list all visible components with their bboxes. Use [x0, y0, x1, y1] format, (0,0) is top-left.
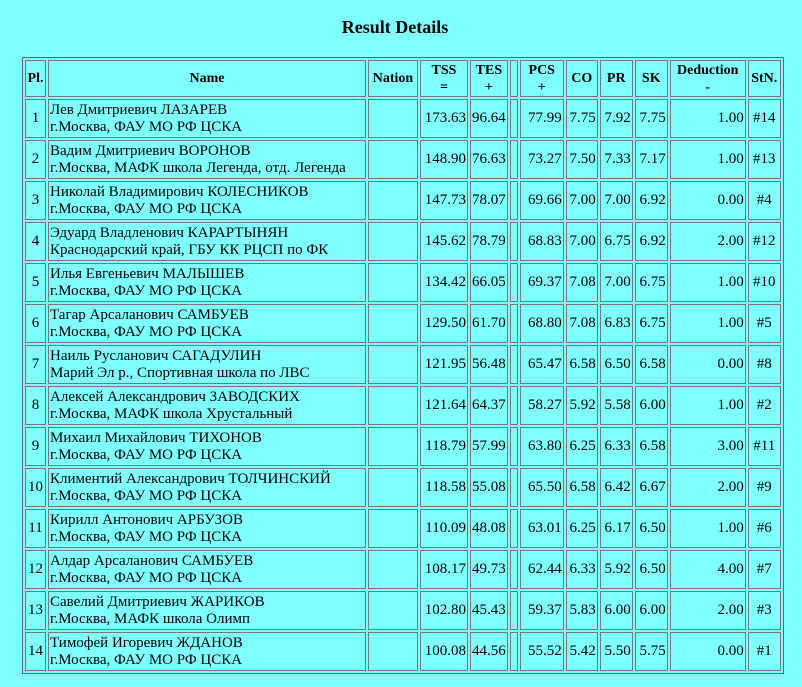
pr-cell: 5.92 — [600, 550, 633, 589]
header-pcs-sub: + — [537, 79, 546, 95]
co-cell: 6.25 — [566, 509, 598, 548]
sk-cell: 7.17 — [635, 140, 668, 179]
name-cell — [48, 386, 366, 425]
place-cell: 10 — [25, 468, 46, 507]
name-cell — [48, 99, 366, 138]
place-cell: 11 — [25, 509, 46, 548]
pr-cell: 7.00 — [600, 181, 633, 220]
header-tss — [420, 60, 468, 97]
tes-cell: 48.08 — [470, 509, 508, 548]
tes-cell: 78.07 — [470, 181, 508, 220]
header-gap — [510, 60, 518, 97]
pcs-cell: 65.47 — [520, 345, 564, 384]
table-row — [25, 632, 781, 671]
start-number-cell: #11 — [748, 427, 781, 466]
nation-cell — [368, 468, 418, 507]
tes-cell: 44.56 — [470, 632, 508, 671]
nation-cell — [368, 509, 418, 548]
table-row — [25, 222, 781, 261]
header-stn: StN. — [748, 60, 781, 97]
sk-cell: 6.50 — [635, 550, 668, 589]
pr-cell: 6.75 — [600, 222, 633, 261]
tss-cell: 145.62 — [420, 222, 468, 261]
sk-cell: 6.00 — [635, 591, 668, 630]
name-cell — [48, 140, 366, 179]
tes-cell: 78.79 — [470, 222, 508, 261]
skater-club: г.Москва, МАФК школа Легенда, отд. Легенда — [50, 159, 346, 176]
pcs-cell: 59.37 — [520, 591, 564, 630]
skater-name: Алексей Александрович ЗАВОДСКИХ — [50, 388, 300, 405]
pcs-cell: 69.37 — [520, 263, 564, 302]
tes-cell: 55.08 — [470, 468, 508, 507]
nation-cell — [368, 181, 418, 220]
header-pcs-label: PCS — [528, 62, 555, 78]
deduction-cell: 1.00 — [670, 99, 746, 138]
name-cell — [48, 468, 366, 507]
sk-cell: 6.58 — [635, 345, 668, 384]
header-deduction-label: Deduction — [677, 62, 739, 78]
skater-club: г.Москва, МАФК школа Олимп — [50, 610, 251, 627]
sk-cell: 5.75 — [635, 632, 668, 671]
skater-club: Марий Эл р., Спортивная школа по ЛВС — [50, 364, 310, 381]
skater-club: г.Москва, ФАУ МО РФ ЦСКА — [50, 200, 243, 217]
co-cell: 7.08 — [566, 304, 598, 343]
deduction-cell: 1.00 — [670, 140, 746, 179]
tss-cell: 102.80 — [420, 591, 468, 630]
start-number-cell: #4 — [748, 181, 781, 220]
start-number-cell: #10 — [748, 263, 781, 302]
header-tes — [470, 60, 508, 97]
nation-cell — [368, 550, 418, 589]
co-cell: 5.42 — [566, 632, 598, 671]
gap-cell — [510, 345, 518, 384]
pcs-cell: 62.44 — [520, 550, 564, 589]
co-cell: 6.33 — [566, 550, 598, 589]
pcs-cell: 63.80 — [520, 427, 564, 466]
tes-cell: 61.70 — [470, 304, 508, 343]
co-cell: 6.25 — [566, 427, 598, 466]
place-cell: 4 — [25, 222, 46, 261]
name-cell — [48, 345, 366, 384]
sk-cell: 6.92 — [635, 222, 668, 261]
tes-cell: 56.48 — [470, 345, 508, 384]
start-number-cell: #5 — [748, 304, 781, 343]
sk-cell: 6.75 — [635, 304, 668, 343]
gap-cell — [510, 181, 518, 220]
skater-name: Кирилл Антонович АРБУЗОВ — [50, 511, 243, 528]
gap-cell — [510, 550, 518, 589]
skater-name: Климентий Александрович ТОЛЧИНСКИЙ — [50, 470, 331, 487]
tss-cell: 148.90 — [420, 140, 468, 179]
pcs-cell: 58.27 — [520, 386, 564, 425]
name-cell — [48, 509, 366, 548]
tss-cell: 121.95 — [420, 345, 468, 384]
co-cell: 5.83 — [566, 591, 598, 630]
header-sk: SK — [635, 60, 668, 97]
skater-name: Тимофей Игоревич ЖДАНОВ — [50, 634, 243, 651]
skater-name: Михаил Михайлович ТИХОНОВ — [50, 429, 262, 446]
header-nation: Nation — [368, 60, 418, 97]
skater-club: г.Москва, ФАУ МО РФ ЦСКА — [50, 118, 243, 135]
start-number-cell: #13 — [748, 140, 781, 179]
pr-cell: 5.58 — [600, 386, 633, 425]
place-cell: 8 — [25, 386, 46, 425]
table-row — [25, 263, 781, 302]
nation-cell — [368, 427, 418, 466]
gap-cell — [510, 140, 518, 179]
nation-cell — [368, 140, 418, 179]
co-cell: 5.92 — [566, 386, 598, 425]
pcs-cell: 68.83 — [520, 222, 564, 261]
gap-cell — [510, 304, 518, 343]
tes-cell: 57.99 — [470, 427, 508, 466]
table-row — [25, 509, 781, 548]
co-cell: 7.00 — [566, 181, 598, 220]
start-number-cell: #1 — [748, 632, 781, 671]
deduction-cell: 2.00 — [670, 222, 746, 261]
co-cell: 7.75 — [566, 99, 598, 138]
pr-cell: 7.33 — [600, 140, 633, 179]
place-cell: 3 — [25, 181, 46, 220]
skater-name: Савелий Дмитриевич ЖАРИКОВ — [50, 593, 265, 610]
results-body — [25, 99, 781, 671]
start-number-cell: #9 — [748, 468, 781, 507]
gap-cell — [510, 591, 518, 630]
start-number-cell: #6 — [748, 509, 781, 548]
pr-cell: 6.42 — [600, 468, 633, 507]
table-row — [25, 386, 781, 425]
pcs-cell: 77.99 — [520, 99, 564, 138]
skater-name: Николай Владимирович КОЛЕСНИКОВ — [50, 183, 309, 200]
name-cell — [48, 222, 366, 261]
start-number-cell: #2 — [748, 386, 781, 425]
page-title: Result Details — [341, 17, 449, 37]
tss-cell: 100.08 — [420, 632, 468, 671]
sk-cell: 6.58 — [635, 427, 668, 466]
gap-cell — [510, 468, 518, 507]
tss-cell: 118.58 — [420, 468, 468, 507]
nation-cell — [368, 632, 418, 671]
table-row — [25, 591, 781, 630]
gap-cell — [510, 386, 518, 425]
skater-name: Тагар Арсаланович САМБУЕВ — [50, 306, 249, 323]
skater-club: г.Москва, ФАУ МО РФ ЦСКА — [50, 446, 243, 463]
sk-cell: 6.00 — [635, 386, 668, 425]
nation-cell — [368, 222, 418, 261]
skater-name: Лев Дмитриевич ЛАЗАРЕВ — [50, 101, 228, 118]
tes-cell: 76.63 — [470, 140, 508, 179]
pcs-cell: 68.80 — [520, 304, 564, 343]
place-cell: 7 — [25, 345, 46, 384]
start-number-cell: #14 — [748, 99, 781, 138]
gap-cell — [510, 427, 518, 466]
pr-cell: 7.92 — [600, 99, 633, 138]
co-cell: 6.58 — [566, 345, 598, 384]
header-tss-label: TSS — [431, 62, 457, 78]
co-cell: 6.58 — [566, 468, 598, 507]
pcs-cell: 73.27 — [520, 140, 564, 179]
header-tes-sub: + — [484, 79, 493, 95]
skater-club: г.Москва, ФАУ МО РФ ЦСКА — [50, 282, 243, 299]
header-row — [25, 60, 781, 97]
nation-cell — [368, 591, 418, 630]
sk-cell: 7.75 — [635, 99, 668, 138]
pcs-cell: 55.52 — [520, 632, 564, 671]
pr-cell: 7.00 — [600, 263, 633, 302]
name-cell — [48, 550, 366, 589]
place-cell: 13 — [25, 591, 46, 630]
pr-cell: 5.50 — [600, 632, 633, 671]
name-cell — [48, 181, 366, 220]
skater-name: Илья Евгеньевич МАЛЫШЕВ — [50, 265, 245, 282]
name-cell — [48, 632, 366, 671]
skater-name: Эдуард Владленович КАРАРТЫНЯН — [50, 224, 289, 241]
skater-club: Краснодарский край, ГБУ КК РЦСП по ФК — [50, 241, 329, 258]
nation-cell — [368, 99, 418, 138]
header-pr: PR — [600, 60, 633, 97]
table-row — [25, 304, 781, 343]
nation-cell — [368, 263, 418, 302]
name-cell — [48, 304, 366, 343]
place-cell: 6 — [25, 304, 46, 343]
gap-cell — [510, 263, 518, 302]
tes-cell: 64.37 — [470, 386, 508, 425]
table-row — [25, 140, 781, 179]
pr-cell: 6.00 — [600, 591, 633, 630]
gap-cell — [510, 222, 518, 261]
deduction-cell: 3.00 — [670, 427, 746, 466]
start-number-cell: #7 — [748, 550, 781, 589]
tes-cell: 66.05 — [470, 263, 508, 302]
pcs-cell: 65.50 — [520, 468, 564, 507]
header-co: CO — [566, 60, 598, 97]
place-cell: 9 — [25, 427, 46, 466]
tss-cell: 129.50 — [420, 304, 468, 343]
co-cell: 7.00 — [566, 222, 598, 261]
deduction-cell: 0.00 — [670, 632, 746, 671]
header-name: Name — [48, 60, 366, 97]
place-cell: 12 — [25, 550, 46, 589]
header-deduction — [670, 60, 746, 97]
skater-club: г.Москва, ФАУ МО РФ ЦСКА — [50, 487, 243, 504]
pr-cell: 6.17 — [600, 509, 633, 548]
header-deduction-sub: - — [705, 79, 711, 95]
tss-cell: 110.09 — [420, 509, 468, 548]
gap-cell — [510, 632, 518, 671]
pr-cell: 6.50 — [600, 345, 633, 384]
co-cell: 7.08 — [566, 263, 598, 302]
nation-cell — [368, 345, 418, 384]
tes-cell: 45.43 — [470, 591, 508, 630]
place-cell: 1 — [25, 99, 46, 138]
start-number-cell: #3 — [748, 591, 781, 630]
sk-cell: 6.75 — [635, 263, 668, 302]
nation-cell — [368, 304, 418, 343]
table-row — [25, 427, 781, 466]
name-cell — [48, 263, 366, 302]
name-cell — [48, 427, 366, 466]
pcs-cell: 63.01 — [520, 509, 564, 548]
skater-club: г.Москва, МАФК школа Хрустальный — [50, 405, 293, 422]
tes-cell: 96.64 — [470, 99, 508, 138]
sk-cell: 6.50 — [635, 509, 668, 548]
sk-cell: 6.92 — [635, 181, 668, 220]
tss-cell: 118.79 — [420, 427, 468, 466]
skater-name: Алдар Арсаланович САМБУЕВ — [50, 552, 254, 569]
deduction-cell: 1.00 — [670, 509, 746, 548]
table-row — [25, 345, 781, 384]
deduction-cell: 1.00 — [670, 386, 746, 425]
pcs-cell: 69.66 — [520, 181, 564, 220]
tss-cell: 121.64 — [420, 386, 468, 425]
skater-name: Наиль Русланович САГАДУЛИН — [50, 347, 262, 364]
results-table — [22, 57, 784, 674]
deduction-cell: 0.00 — [670, 181, 746, 220]
deduction-cell: 1.00 — [670, 304, 746, 343]
tss-cell: 134.42 — [420, 263, 468, 302]
place-cell: 2 — [25, 140, 46, 179]
skater-club: г.Москва, ФАУ МО РФ ЦСКА — [50, 528, 243, 545]
sk-cell: 6.67 — [635, 468, 668, 507]
deduction-cell: 4.00 — [670, 550, 746, 589]
tss-cell: 147.73 — [420, 181, 468, 220]
tss-cell: 173.63 — [420, 99, 468, 138]
start-number-cell: #8 — [748, 345, 781, 384]
table-row — [25, 550, 781, 589]
table-row — [25, 181, 781, 220]
tss-cell: 108.17 — [420, 550, 468, 589]
header-tes-label: TES — [475, 62, 503, 78]
deduction-cell: 0.00 — [670, 345, 746, 384]
skater-club: г.Москва, ФАУ МО РФ ЦСКА — [50, 323, 243, 340]
co-cell: 7.50 — [566, 140, 598, 179]
pr-cell: 6.33 — [600, 427, 633, 466]
header-tss-sub: = — [440, 79, 448, 95]
deduction-cell: 2.00 — [670, 468, 746, 507]
name-cell — [48, 591, 366, 630]
nation-cell — [368, 386, 418, 425]
deduction-cell: 2.00 — [670, 591, 746, 630]
table-row — [25, 468, 781, 507]
skater-club: г.Москва, ФАУ МО РФ ЦСКА — [50, 569, 243, 586]
tes-cell: 49.73 — [470, 550, 508, 589]
place-cell: 14 — [25, 632, 46, 671]
skater-club: г.Москва, ФАУ МО РФ ЦСКА — [50, 651, 243, 668]
deduction-cell: 1.00 — [670, 263, 746, 302]
header-pl: Pl. — [25, 60, 46, 97]
start-number-cell: #12 — [748, 222, 781, 261]
place-cell: 5 — [25, 263, 46, 302]
gap-cell — [510, 99, 518, 138]
pr-cell: 6.83 — [600, 304, 633, 343]
skater-name: Вадим Дмитриевич ВОРОНОВ — [50, 142, 251, 159]
header-pcs — [520, 60, 564, 97]
gap-cell — [510, 509, 518, 548]
table-row — [25, 99, 781, 138]
